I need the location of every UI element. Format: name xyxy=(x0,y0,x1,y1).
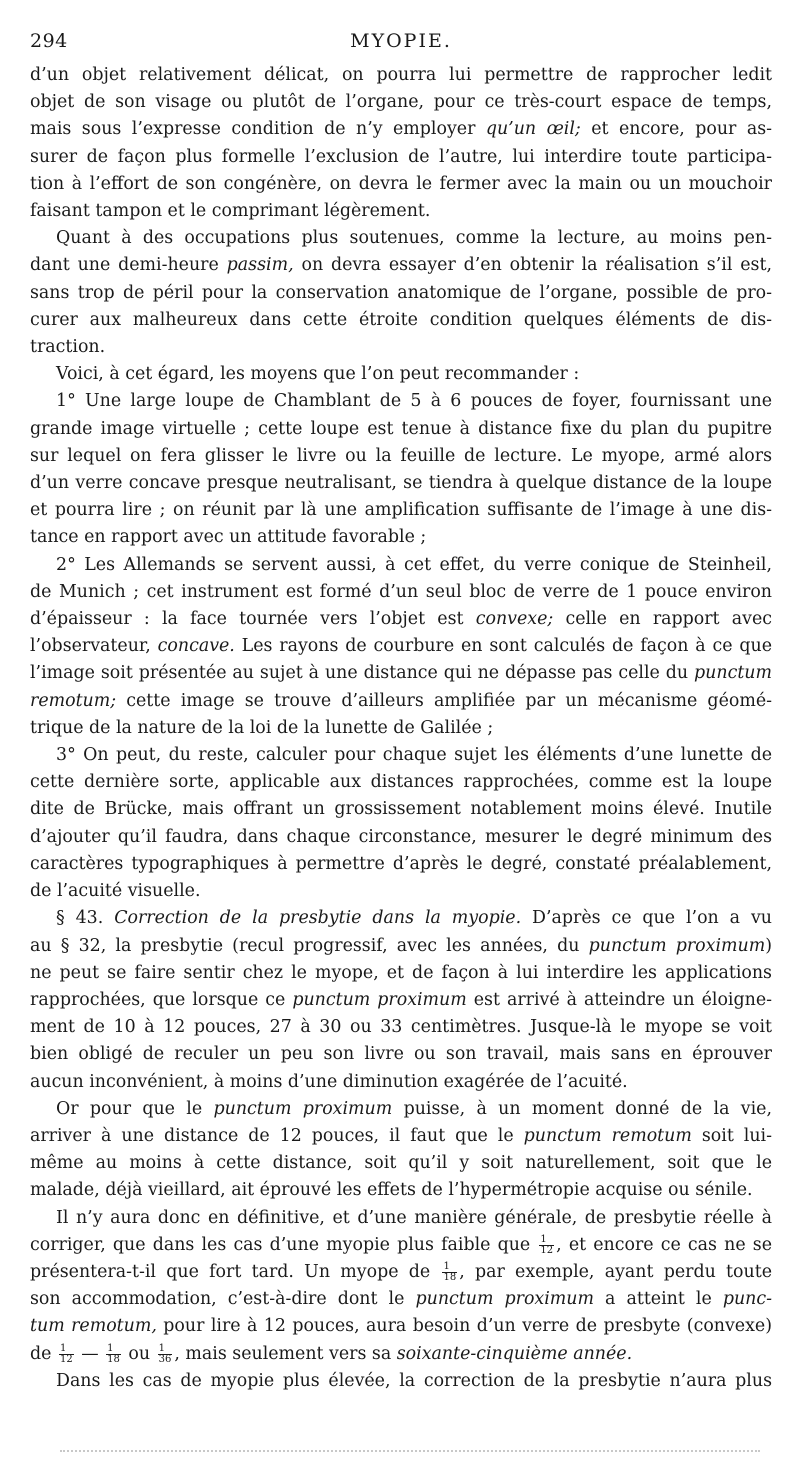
text-line xyxy=(30,62,772,89)
text-run: bien obligé de reculer un peu son livre ou son travail, mais sans en éprouver xyxy=(30,1044,772,1065)
bottom-dotted-rule xyxy=(60,1450,760,1456)
page-number: 294 xyxy=(30,30,68,52)
text-line xyxy=(30,280,772,307)
fraction-denominator: 36 xyxy=(158,1353,172,1365)
text-run: malade, déjà vieillard, ait éprouvé les effets de l’hypermétropie acquise ou sénile. xyxy=(30,1180,753,1201)
text-run: arriver à une distance de 12 pouces, il faut que le xyxy=(30,1125,524,1146)
text-run: ment de 10 à 12 pouces, 27 à 30 ou 33 centimètres. Jusque-là le myope se voit xyxy=(30,1017,772,1038)
text-line xyxy=(30,1014,772,1041)
fraction xyxy=(442,1262,457,1283)
text-line xyxy=(30,171,772,198)
text-run: , par exemple, ayant perdu toute xyxy=(459,1261,772,1282)
text-line xyxy=(30,361,772,388)
text-run: D’après ce que l’on a vu xyxy=(521,908,772,929)
text-run: de Munich ; cet instrument est formé d’un seul bloc de verre de 1 pouce environ xyxy=(30,581,772,602)
fraction-denominator: 12 xyxy=(540,1244,554,1256)
fraction xyxy=(539,1235,554,1256)
italic-text: passim, xyxy=(226,255,294,276)
fraction-numerator: 1 xyxy=(59,1344,74,1355)
text-line xyxy=(30,1123,772,1150)
italic-text: punctum proximum xyxy=(292,989,467,1010)
text-run: Voici, à cet égard, les moyens que l’on peut recommander : xyxy=(56,364,580,385)
italic-text: tum remotum, xyxy=(30,1316,157,1337)
text-run: présentera-t-il que fort tard. Un myope de xyxy=(30,1261,441,1282)
fraction-denominator: 12 xyxy=(59,1353,73,1365)
text-run: son accommodation, c’est-à-dire dont le xyxy=(30,1289,416,1310)
text-run: caractères typographiques à permettre d’après le degré, constaté préalablement, xyxy=(30,853,772,874)
italic-text: qu’un œil; xyxy=(485,119,581,140)
text-line xyxy=(30,388,772,415)
text-run: tion à l’effort de son congénère, on devra le fermer avec la main ou un mouchoir xyxy=(30,173,772,194)
text-run: tance en rapport avec un attitude favorable ; xyxy=(30,527,427,548)
text-run: rapprochées, que lorsque ce xyxy=(30,989,293,1010)
text-run: pour lire à 12 pouces, aura besoin d’un verre de presbyte (convexe) xyxy=(156,1316,772,1337)
text-line xyxy=(30,307,772,334)
fraction-numerator: 1 xyxy=(106,1344,121,1355)
text-line xyxy=(30,1313,772,1340)
text-line xyxy=(30,225,772,252)
text-line xyxy=(30,960,772,987)
text-run: d’épaisseur : la face tournée vers l’objet est xyxy=(30,609,476,630)
fraction xyxy=(59,1344,74,1365)
italic-text: concave. xyxy=(157,636,235,657)
text-run: d’un verre concave presque neutralisant, se tiendra à quelque distance de la loupe xyxy=(30,473,772,494)
italic-text: punc- xyxy=(722,1289,772,1310)
italic-text: punctum proximum xyxy=(213,1098,393,1119)
fraction xyxy=(106,1344,121,1365)
text-line xyxy=(30,552,772,579)
text-run: dant une demi-heure xyxy=(30,255,227,276)
text-run: d’un objet relativement délicat, on pourra lui permettre de rapprocher ledit xyxy=(30,65,772,85)
italic-text: convexe; xyxy=(475,609,554,630)
text-line xyxy=(30,878,772,905)
text-run: mais sous l’expresse condition de n’y employer xyxy=(30,119,486,140)
fraction-denominator: 18 xyxy=(443,1271,457,1283)
fraction-numerator: 1 xyxy=(158,1344,173,1355)
text-line xyxy=(30,443,772,470)
text-run: cette dernière sorte, applicable aux distances rapprochées, comme est la loupe xyxy=(30,772,772,793)
italic-text: punctum remotum xyxy=(523,1125,692,1146)
text-line xyxy=(30,1368,772,1395)
text-run: curer aux malheureux dans cette étroite condition quelques éléments de dis- xyxy=(30,309,772,330)
text-line xyxy=(30,905,772,932)
text-run: § 43. xyxy=(56,908,115,929)
text-line xyxy=(30,252,772,279)
text-line xyxy=(30,715,772,742)
text-run: l’image soit présentée au sujet à une distance qui ne dépasse pas celle du xyxy=(30,663,695,684)
text-line xyxy=(30,688,772,715)
text-line xyxy=(30,1069,772,1096)
text-line xyxy=(30,1096,772,1123)
book-page xyxy=(30,28,772,1395)
italic-text: punctum proximum xyxy=(415,1289,594,1310)
page-header xyxy=(30,28,772,56)
text-line xyxy=(30,606,772,633)
text-line xyxy=(30,1259,772,1286)
text-run: est arrivé à atteindre un éloigne- xyxy=(466,989,772,1010)
text-run: soit lui- xyxy=(691,1125,772,1146)
text-run: , mais seulement vers sa xyxy=(174,1343,397,1364)
text-line xyxy=(30,1150,772,1177)
text-run: Dans les cas de myopie plus élevée, la correction de la presbytie n’aura plus xyxy=(56,1370,772,1391)
text-line xyxy=(30,579,772,606)
text-run: 3° On peut, du reste, calculer pour chaque sujet les éléments d’une lunette de xyxy=(56,745,772,766)
italic-text: remotum; xyxy=(30,690,117,711)
text-run: traction. xyxy=(30,337,106,358)
text-run: faisant tampon et le comprimant légèrement. xyxy=(30,201,431,222)
text-line xyxy=(30,497,772,524)
fraction-denominator: 18 xyxy=(107,1353,120,1365)
text-run: 2° Les Allemands se servent aussi, à cet effet, du verre conique de Steinheil, xyxy=(56,554,772,575)
text-run: et pourra lire ; on réunit par là une amplification suffisante de l’image à une dis- xyxy=(30,500,772,521)
text-line xyxy=(30,89,772,116)
text-line xyxy=(30,198,772,225)
text-run: Quant à des occupations plus soutenues, comme la lecture, au moins pen- xyxy=(56,228,772,249)
text-run: ou xyxy=(122,1343,156,1364)
text-run: et encore, pour as- xyxy=(580,119,772,140)
text-run: cette image se trouve d’ailleurs amplifiée par un mécanisme géomé- xyxy=(116,690,772,711)
text-line xyxy=(30,1286,772,1313)
text-run: 1° Une large loupe de Chamblant de 5 à 6 pouces de foyer, fournissant une xyxy=(56,391,772,412)
text-run: ) xyxy=(765,935,772,956)
text-run: celle en rapport avec xyxy=(553,609,772,630)
text-line xyxy=(30,933,772,960)
text-line xyxy=(30,470,772,497)
text-run: objet de son visage ou plutôt de l’organe, pour ce très-court espace de temps, xyxy=(30,92,772,113)
text-run: — xyxy=(75,1343,105,1364)
text-run: au § 32, la presbytie (recul progressif, avec les années, du xyxy=(30,935,589,956)
text-run: puisse, à un moment donné de la vie, xyxy=(392,1098,772,1119)
italic-text: soixante-cinquième année. xyxy=(396,1343,633,1364)
text-line xyxy=(30,1341,772,1368)
text-run: on devra essayer d’en obtenir la réalisation s’il est, xyxy=(293,255,772,276)
text-run: grande image virtuelle ; cette loupe est tenue à distance fixe du plan du pupitre xyxy=(30,418,772,439)
text-run: , et encore ce cas ne se xyxy=(556,1234,773,1255)
italic-text: punctum proximum xyxy=(588,935,766,956)
text-run: d’ajouter qu’il faudra, dans chaque circonstance, mesurer le degré minimum des xyxy=(30,826,772,847)
fraction xyxy=(158,1344,173,1365)
body-text xyxy=(30,62,772,1395)
text-line xyxy=(30,769,772,796)
text-run: ne peut se faire sentir chez le myope, et de façon à lui interdire les applications xyxy=(30,962,772,983)
running-title: MYOPIE. xyxy=(350,30,452,52)
text-run: Il n’y aura donc en définitive, et d’une manière générale, de presbytie réelle à xyxy=(56,1207,772,1228)
text-line xyxy=(30,851,772,878)
italic-text: punctum xyxy=(694,663,772,684)
text-run: même au moins à cette distance, soit qu’il y soit naturellement, soit que le xyxy=(30,1153,772,1174)
text-run: de l’acuité visuelle. xyxy=(30,881,201,902)
text-run: trique de la nature de la loi de la lunette de Galilée ; xyxy=(30,717,494,738)
text-line xyxy=(30,660,772,687)
text-run: corriger, que dans les cas d’une myopie plus faible que xyxy=(30,1234,538,1255)
text-line xyxy=(30,1232,772,1259)
text-run: Les rayons de courbure en sont calculés de façon à ce que xyxy=(234,636,772,657)
text-run: sans trop de péril pour la conservation anatomique de l’organe, possible de pro- xyxy=(30,282,772,303)
text-run: dite de Brücke, mais offrant un grossissement notablement moins élevé. Inutile xyxy=(30,799,772,820)
text-line xyxy=(30,633,772,660)
italic-text: Correction de la presbytie dans la myopie. xyxy=(114,908,522,929)
text-line xyxy=(30,416,772,443)
fraction-numerator: 1 xyxy=(442,1262,457,1273)
text-line xyxy=(30,824,772,851)
text-line xyxy=(30,1041,772,1068)
text-run: l’observateur, xyxy=(30,636,158,657)
text-run: Or pour que le xyxy=(56,1098,214,1119)
text-line xyxy=(30,1177,772,1204)
text-run: de xyxy=(30,1343,57,1364)
text-run: surer de façon plus formelle l’exclusion de l’autre, lui interdire toute participa- xyxy=(30,146,772,167)
text-line xyxy=(30,742,772,769)
text-run: aucun inconvénient, à moins d’une diminution exagérée de l’acuité. xyxy=(30,1071,628,1092)
text-line xyxy=(30,144,772,171)
text-line xyxy=(30,796,772,823)
text-line xyxy=(30,334,772,361)
text-line xyxy=(30,524,772,551)
text-line xyxy=(30,116,772,143)
text-run: a atteint le xyxy=(593,1289,723,1310)
text-line xyxy=(30,987,772,1014)
text-line xyxy=(30,1205,772,1232)
fraction-numerator: 1 xyxy=(539,1235,554,1246)
text-run: sur lequel on fera glisser le livre ou la feuille de lecture. Le myope, armé alors xyxy=(30,445,772,466)
